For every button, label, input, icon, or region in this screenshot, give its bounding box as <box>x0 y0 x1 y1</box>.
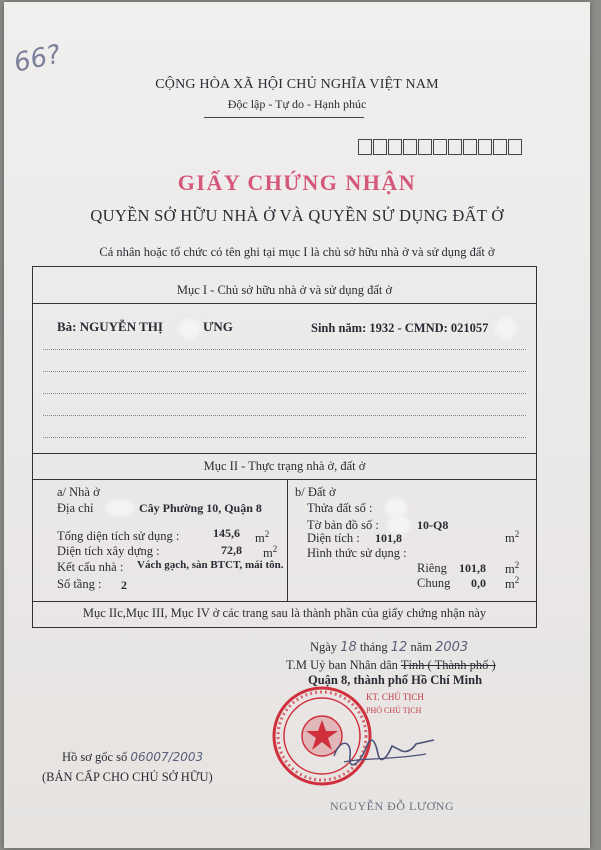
total-area-value: 145,6 <box>213 526 240 540</box>
redaction-mark <box>495 317 517 339</box>
dotted-line <box>43 371 526 372</box>
corner-note: 66? <box>11 39 64 79</box>
motto: Độc lập - Tự do - Hạnh phúc <box>227 97 367 111</box>
issuing-district: Quận 8, thành phố Hồ Chí Minh <box>308 673 483 687</box>
land-area-label: Diện tích : <box>307 531 360 545</box>
unit-exponent: 2 <box>514 560 520 570</box>
unit-text: m <box>505 577 515 592</box>
intro-text: Cá nhân hoặc tổ chức có tên ghi tại mục I là chủ sở hữu nhà ở và sử dụng đất ở <box>99 245 495 259</box>
unit-text: m <box>255 531 265 546</box>
owner-name-prefix: Bà: NGUYỄN THỊ <box>57 319 163 334</box>
issuing-org <box>286 658 496 673</box>
unit-text: m <box>505 562 515 577</box>
unit-text: m <box>505 531 515 546</box>
signature-scribble-icon <box>330 726 440 776</box>
dotted-line <box>43 349 526 350</box>
house-address-value: Cây Phường 10, Quận 8 <box>139 501 262 515</box>
file-number-label: Hồ sơ gốc số <box>62 750 128 764</box>
land-area-unit <box>505 529 519 546</box>
map-label: Tờ bản đồ số : <box>307 518 379 532</box>
map-value: 10-Q8 <box>417 518 449 532</box>
republic-heading: CỘNG HÒA XÃ HỘI CHỦ NGHĨA VIỆT NAM <box>155 77 439 92</box>
section2-divider <box>287 479 288 601</box>
signer-position-1: KT. CHỦ TỊCH <box>366 692 424 702</box>
section1-title: Mục I - Chủ sở hữu nhà ở và sử dụng đất ở <box>176 283 393 297</box>
date-year: 2003 <box>435 640 469 655</box>
unit-exponent: 2 <box>514 575 520 585</box>
private-label: Riêng <box>417 561 447 575</box>
original-file-number <box>62 750 203 765</box>
plot-label: Thửa đất số : <box>307 501 373 515</box>
section2-top-rule <box>33 453 536 454</box>
certificate-title: GIẤY CHỨNG NHẬN <box>177 170 417 195</box>
signer-name: NGUYỄN ĐỖ LƯƠNG <box>330 799 455 813</box>
section1-rule <box>33 303 536 304</box>
date-month: 12 <box>390 640 408 655</box>
section2-rule <box>33 479 536 480</box>
table-footer-note: Mục IIc,Mục III, Mục IV ở các trang sau là thành phần của giấy chứng nhận này <box>82 606 487 620</box>
unit-exponent: 2 <box>264 529 270 539</box>
redaction-mark <box>179 319 201 339</box>
date-month-label: tháng <box>359 640 388 654</box>
floors-value: 2 <box>121 578 127 592</box>
date-day: 18 <box>340 640 357 655</box>
issuing-org-struck: Tỉnh ( Thành phố ) <box>400 658 496 672</box>
unit-text: m <box>263 546 273 561</box>
shared-unit <box>505 575 519 592</box>
house-address-label: Địa chỉ <box>57 501 94 515</box>
land-heading: b/ Đất ở <box>295 485 336 499</box>
dotted-line <box>43 437 526 438</box>
house-heading: a/ Nhà ở <box>57 485 100 499</box>
unit-exponent: 2 <box>272 544 278 554</box>
unit-exponent: 2 <box>514 529 520 539</box>
issue-date <box>310 640 468 655</box>
date-year-label: năm <box>410 640 432 654</box>
total-area-label: Tổng diện tích sử dụng : <box>57 529 180 543</box>
redaction-mark <box>385 498 407 518</box>
main-table <box>32 266 537 628</box>
build-area-label: Diện tích xây dựng : <box>57 544 160 558</box>
certificate-subtitle: QUYỀN SỞ HỮU NHÀ Ở VÀ QUYỀN SỬ DỤNG ĐẤT Ở <box>90 206 504 225</box>
owner-birth-id: Sinh năm: 1932 - CMND: 021057 <box>311 321 489 335</box>
dotted-line <box>43 393 526 394</box>
section2-title: Mục II - Thực trạng nhà ở, đất ở <box>203 459 366 473</box>
signer-position-2: PHÓ CHỦ TỊCH <box>366 706 422 715</box>
serial-boxes <box>358 139 523 155</box>
certificate-page <box>4 2 590 848</box>
land-area-value: 101,8 <box>375 531 402 545</box>
floors-label: Số tầng : <box>57 577 102 591</box>
date-day-label: Ngày <box>310 640 338 654</box>
owner-copy-note: (BẢN CẤP CHO CHỦ SỞ HỮU) <box>42 770 213 784</box>
structure-value: Vách gạch, sàn BTCT, mái tôn. <box>137 559 284 571</box>
shared-value: 0,0 <box>471 576 486 590</box>
file-number-value: 06007/2003 <box>130 750 204 764</box>
motto-underline <box>204 117 364 118</box>
structure-label: Kết cấu nhà : <box>57 560 124 574</box>
private-value: 101,8 <box>459 561 486 575</box>
redaction-mark <box>105 500 135 516</box>
section2-bottom-rule <box>33 601 536 602</box>
build-area-value: 72,8 <box>221 543 242 557</box>
dotted-line <box>43 415 526 416</box>
owner-name-suffix: ƯNG <box>203 319 233 334</box>
land-use-label: Hình thức sử dụng : <box>307 546 407 560</box>
shared-label: Chung <box>417 576 451 590</box>
issuing-org-text: T.M Uỷ ban Nhân dân <box>286 658 398 672</box>
